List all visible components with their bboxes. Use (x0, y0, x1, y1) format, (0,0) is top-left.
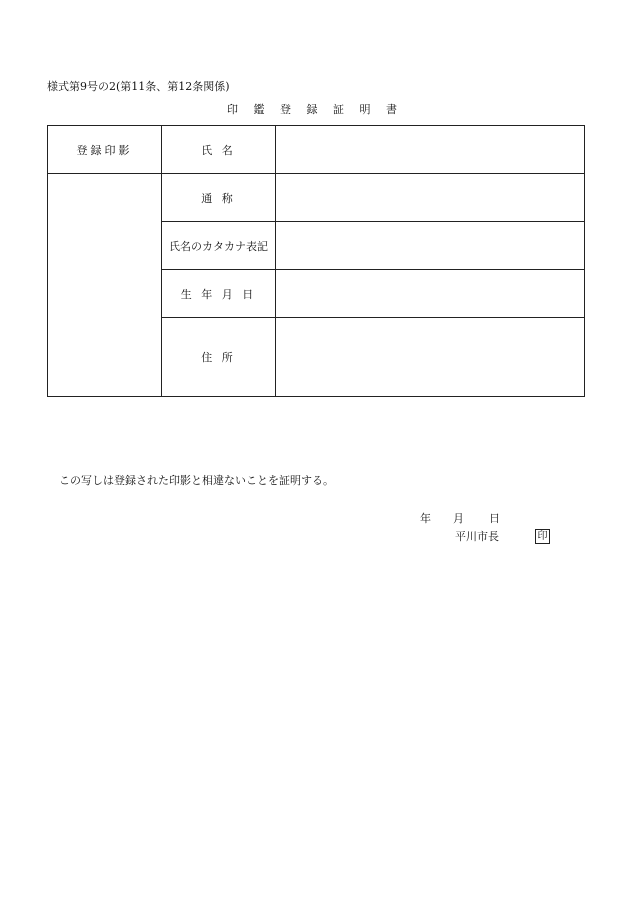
address-value-cell (276, 318, 585, 397)
official-seal-mark: 印 (535, 529, 550, 544)
table-row-name (48, 126, 585, 174)
address-label-cell (162, 318, 276, 397)
issue-date (420, 512, 500, 526)
document-title: 印 鑑 登 録 証 明 書 (227, 103, 403, 116)
birthdate-label-cell (162, 270, 276, 318)
issuer-name: 平川市長 (455, 530, 499, 543)
table-row-alias (48, 174, 585, 222)
address-label: 住 所 (201, 351, 236, 364)
alias-label: 通 称 (201, 191, 236, 205)
seal-impression-label: 登録印影 (76, 143, 133, 157)
name-label-cell (162, 126, 276, 174)
birthdate-label: 生 年 月 日 (180, 287, 257, 301)
name-value-cell (276, 126, 585, 174)
seal-impression-header (48, 126, 162, 174)
katakana-value-cell (276, 222, 585, 270)
month-label: 月 (453, 512, 464, 525)
certificate-table (47, 125, 585, 397)
seal-impression-area (48, 174, 162, 397)
certification-statement: この写しは登録された印影と相違ないことを証明する。 (59, 474, 334, 487)
day-label: 日 (489, 512, 500, 525)
year-label: 年 (420, 512, 431, 525)
alias-value-cell (276, 174, 585, 222)
katakana-label-cell (162, 222, 276, 270)
katakana-label: 氏名のカタカナ表記 (169, 239, 268, 253)
birthdate-value-cell (276, 270, 585, 318)
name-label: 氏 名 (201, 143, 236, 157)
form-number: 様式第9号の2(第11条、第12条関係) (47, 80, 230, 93)
alias-label-cell (162, 174, 276, 222)
